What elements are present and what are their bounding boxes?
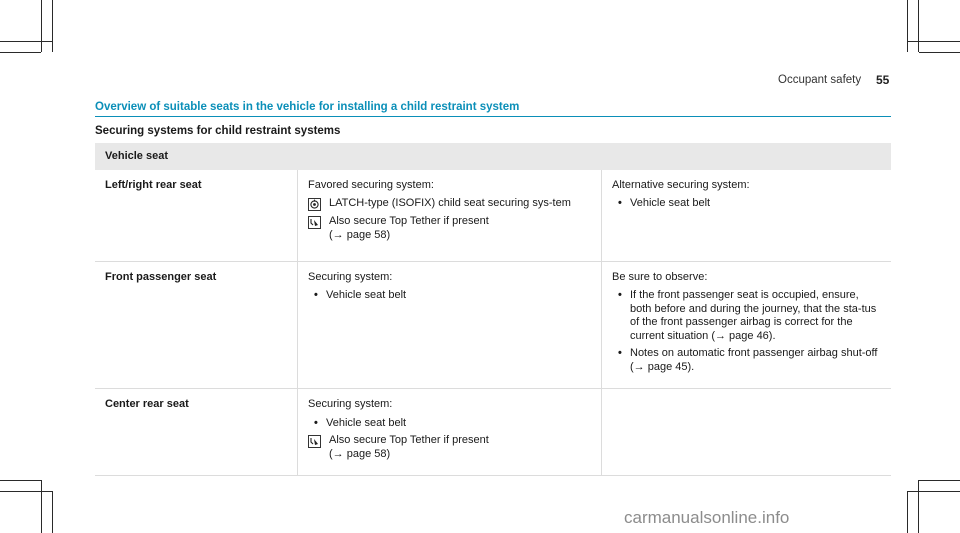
alternative-cell [602, 170, 892, 262]
crop-mark [908, 41, 960, 42]
crop-mark [41, 0, 42, 52]
watermark: carmanualsonline.info [624, 508, 790, 527]
icon-item [308, 434, 591, 461]
bullet-icon: • [314, 416, 318, 429]
bullet-list [612, 197, 881, 211]
securing-cell [298, 261, 602, 389]
bullet-icon: • [618, 197, 622, 209]
crop-mark [908, 491, 960, 492]
icon-item [308, 197, 591, 211]
seat-table [95, 143, 891, 476]
notes-cell [602, 261, 892, 389]
page-reference[interactable]: (→ page 58) [329, 228, 391, 241]
crop-mark [52, 491, 53, 533]
securing-cell [298, 170, 602, 262]
list-item: • Notes on automatic front passenger airbag shut-off (→ page 45). [618, 347, 878, 373]
cell-label: Securing system: [308, 270, 393, 283]
crop-mark [0, 480, 41, 481]
bullet-icon: • [314, 289, 318, 301]
crop-mark [0, 41, 52, 42]
list-item: • Vehicle seat belt [618, 197, 711, 209]
isofix-icon [308, 198, 321, 211]
seat-name: Front passenger seat [95, 261, 298, 389]
crop-mark [918, 480, 919, 533]
running-header: Occupant safety [778, 74, 862, 86]
crop-mark [0, 491, 52, 492]
icon-item [308, 215, 591, 242]
page-reference[interactable]: (→ page 58) [329, 447, 391, 460]
seat-name: Center rear seat [95, 389, 298, 476]
top-tether-icon [308, 216, 321, 229]
top-tether-icon [308, 435, 321, 448]
bullet-list [308, 417, 591, 431]
seat-name: Left/right rear seat [95, 170, 298, 262]
cell-label: Be sure to observe: [612, 270, 708, 283]
list-item: • Vehicle seat belt [314, 416, 407, 429]
list-item: • If the front passenger seat is occupied, ensure, both before and during the journey, that the sta-tus of the front passenger airbag is correct for the current situation (→ page 46). [618, 289, 877, 342]
securing-cell [298, 389, 602, 476]
bullet-icon: • [618, 289, 622, 301]
table-row [95, 261, 891, 389]
icon-item-text: LATCH-type (ISOFIX) child seat securing sys-tem [329, 197, 571, 209]
icon-item-text: Also secure Top Tether if present (→ page 58) [329, 434, 489, 460]
icon-item-text: Also secure Top Tether if present (→ page 58) [329, 215, 489, 241]
bullet-list [612, 289, 881, 374]
empty-cell [602, 389, 892, 476]
crop-mark [907, 491, 908, 533]
section-title: Overview of suitable seats in the vehicle for installing a child restraint system [95, 101, 891, 117]
crop-mark [919, 480, 960, 481]
crop-mark [41, 480, 42, 533]
cell-label: Securing system: [308, 398, 393, 410]
table-row [95, 170, 891, 262]
bullet-list [308, 289, 591, 303]
crop-mark [0, 52, 41, 53]
crop-mark [918, 0, 919, 52]
bullet-icon: • [618, 347, 622, 359]
table-header-row [95, 143, 891, 170]
crop-mark [907, 0, 908, 52]
crop-mark [52, 0, 53, 52]
crop-mark [919, 52, 960, 53]
cell-label: Favored securing system: [308, 178, 434, 191]
list-item: • Vehicle seat belt [314, 289, 407, 301]
table-row [95, 389, 891, 476]
cell-label: Alternative securing system: [612, 178, 750, 191]
page-number: 55 [876, 73, 890, 87]
subheading: Securing systems for child restraint systems [95, 125, 341, 137]
table-header: Vehicle seat [95, 143, 891, 170]
